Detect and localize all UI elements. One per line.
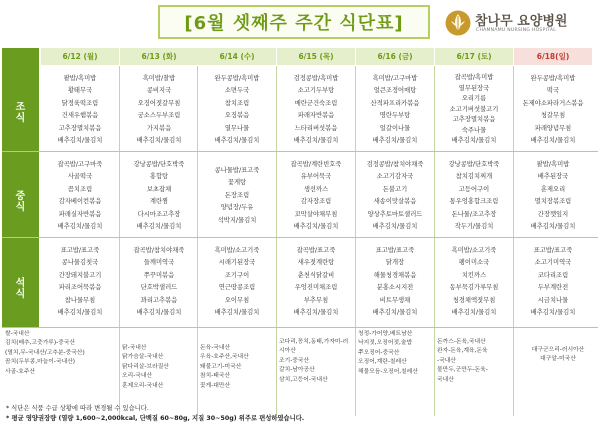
- menu-item: 소면두국: [224, 87, 250, 94]
- menu-item: 분홍소시지전: [376, 284, 414, 291]
- menu-item: 참나물무침: [64, 296, 96, 304]
- menu-item: 소고기버섯불고기: [449, 105, 499, 113]
- origin-line: 오징어,계란-칠레산: [358, 359, 407, 366]
- origin-line: 훈제오리-국내산: [122, 382, 164, 389]
- menu-item: 가지볶음: [146, 124, 172, 132]
- day-header: 6/12 (월): [41, 48, 119, 65]
- menu-cell: [41, 245, 119, 320]
- menu-item: 다시마조고추장: [137, 210, 181, 218]
- menu-item: 배추김치/물김치: [136, 223, 182, 230]
- origin-line: 청정-가어양,베트남산: [358, 331, 413, 337]
- menu-item: 동부묵김가루무침: [449, 284, 499, 291]
- menu-item: 양념장/두유: [220, 204, 254, 212]
- menu-item: 꽃게탕: [227, 179, 247, 187]
- origin-line: 오리-국내산: [122, 373, 153, 380]
- page-title: [6월 셋째주 주간 식단표]: [184, 13, 404, 34]
- row-divider: [2, 327, 598, 328]
- menu-item: 고추장멸치볶음: [452, 116, 496, 124]
- menu-item: 명란두부탕: [379, 112, 411, 119]
- menu-item: 참치조림: [224, 99, 250, 107]
- menu-item: 배추김치/물김치: [57, 309, 103, 316]
- origin-line: 돈육-국내산: [200, 345, 231, 351]
- menu-item: 흑미밥/고구마밥: [372, 74, 418, 82]
- row-divider: [2, 151, 598, 152]
- origin-info: [437, 338, 515, 385]
- origin-line: 쌀-국내산: [5, 331, 30, 337]
- menu-item: 파래양념무침: [534, 124, 572, 132]
- menu-item: 배추김치/물김치: [530, 309, 576, 316]
- menu-item: 꼼치조림: [67, 185, 93, 193]
- hospital-name: 참나무 요양병원: [475, 14, 568, 29]
- menu-cell: [120, 73, 198, 148]
- menu-item: 느타리버섯볶음: [294, 124, 338, 132]
- day-header: 6/18(일): [514, 48, 592, 65]
- origin-line: 해물모듬-오징어,칠레산: [358, 368, 418, 375]
- menu-item: 두부계란전: [537, 284, 569, 291]
- menu-cell: [198, 165, 276, 228]
- menu-item: 배추김치/물김치: [214, 309, 260, 316]
- menu-item: 건새우햄볶음: [61, 112, 99, 119]
- origin-line: 꽃게-대만산: [200, 382, 231, 389]
- menu-item: 배추김치/물김치: [214, 137, 260, 144]
- menu-item: 배추김치/물김치: [372, 137, 418, 144]
- menu-item: 유부어묵국: [300, 173, 332, 180]
- menu-item: 콩나물김칫국: [61, 259, 99, 266]
- origin-line: 돼불고기-미국산: [200, 363, 242, 370]
- menu-cell: [356, 245, 434, 320]
- menu-item: 검정콩밥/참치야채죽: [366, 160, 424, 168]
- menu-item: 소고기감자국: [376, 173, 414, 180]
- menu-item: 새우젓계란탕: [297, 259, 335, 266]
- menu-item: 배추김치/물김치: [372, 309, 418, 316]
- menu-item: 감자장조림: [300, 198, 332, 205]
- menu-item: 참치김치찌개: [455, 173, 493, 180]
- menu-item: 배추김치/물김치: [57, 137, 103, 144]
- menu-title-box: [158, 5, 430, 39]
- origin-line: 조기-중국산: [279, 357, 310, 364]
- menu-item: 돈장조림: [224, 191, 250, 199]
- origin-line: 우육-호주산,국내산: [200, 354, 249, 361]
- menu-item: 배추김치/물김치: [451, 137, 497, 145]
- origin-line: 사골-호주산: [5, 368, 36, 375]
- menu-item: 표고밥/표고죽: [375, 246, 415, 254]
- menu-cell: [356, 73, 434, 148]
- origin-line: 코다리,꽁치,동태,가자미-러: [279, 339, 349, 345]
- menu-item: 춘천식닭갈비: [297, 271, 335, 279]
- meal-label-lunch: 중 식: [15, 191, 26, 213]
- menu-cell: [356, 159, 434, 234]
- origin-line: -국내산: [437, 357, 456, 364]
- menu-item: 배추김치/물김치: [372, 223, 418, 230]
- menu-cell: [435, 245, 513, 320]
- menu-item: 산적파프리카볶음: [370, 99, 420, 107]
- meal-label-breakfast: 조 식: [15, 102, 26, 124]
- menu-item: 돈불고기: [382, 185, 408, 193]
- menu-item: 배추김치/물김치: [451, 309, 497, 316]
- menu-item: 오징어젓갈무침: [137, 99, 181, 107]
- origin-line: 닭-국내산: [122, 345, 147, 351]
- menu-cell: [198, 245, 276, 320]
- menu-item: 계란찜: [149, 198, 169, 205]
- menu-item: 궁소스두부조림: [137, 112, 181, 119]
- menu-item: 강낭콩밥/단호박죽: [133, 160, 185, 168]
- origin-line: 물만두,군만두-돈육-: [437, 367, 488, 374]
- menu-item: 얼갈이나물: [379, 124, 411, 132]
- day-header: 6/15 (목): [277, 48, 355, 65]
- menu-cell: [277, 245, 355, 320]
- menu-cell: [514, 245, 592, 320]
- menu-item: 멸치장볶조림: [534, 198, 572, 205]
- menu-cell: [514, 159, 592, 234]
- menu-item: 돈나물/조고추장: [451, 210, 497, 218]
- menu-item: 잡곡밥/고구마죽: [57, 160, 103, 168]
- menu-item: 배추김치/물김치: [293, 137, 339, 144]
- menu-item: 흑미밥/소고기죽: [214, 246, 260, 254]
- menu-item: 배추김치/물김치: [530, 137, 576, 144]
- menu-item: 꼬막살야채무침: [294, 210, 338, 218]
- menu-item: 들깨미역국: [143, 259, 175, 266]
- menu-cell: [41, 73, 119, 148]
- menu-item: 소고기두부탕: [297, 87, 335, 94]
- origin-info: [5, 330, 119, 377]
- origin-line: 김치(배추,고춧가루)-중국산: [5, 340, 76, 347]
- origin-line: 쭈오징어-중국산: [358, 349, 400, 356]
- origin-info: [200, 344, 278, 391]
- menu-item: 오징볶음: [224, 112, 250, 119]
- menu-item: 연근땅콩조림: [218, 284, 256, 291]
- menu-item: 배추김치/물김치: [136, 309, 182, 316]
- menu-item: 부추무침: [303, 296, 329, 304]
- menu-cell: [198, 73, 276, 148]
- oak-leaf-icon: [445, 10, 471, 36]
- hospital-logo: [445, 8, 595, 42]
- menu-item: 간장돼지불고기: [58, 271, 102, 279]
- menu-cell: [435, 159, 513, 234]
- menu-item: 잡곡밥/표고죽: [296, 246, 336, 254]
- menu-item: 표고밥/표고죽: [533, 246, 573, 254]
- note-supply: * 식단은 식품 수급 상황에 따라 변경될 수 있습니다.: [6, 405, 149, 412]
- menu-item: 흑미밥/소고기죽: [451, 246, 497, 254]
- menu-item: 메란군건숙조림: [294, 99, 338, 107]
- menu-item: 단호박샐러드: [140, 284, 178, 291]
- menu-item: 콩나물밥/표고죽: [214, 166, 260, 174]
- menu-item: 통우엉홍합크조림: [449, 198, 499, 205]
- menu-item: 닭개장: [385, 259, 405, 266]
- menu-item: 조기구이: [224, 271, 250, 279]
- menu-item: 쭈꾸미볶음: [143, 271, 175, 279]
- menu-item: 완두콩밥/흑미밥: [214, 74, 260, 82]
- origin-line: 닭다리살-브라질산: [122, 363, 169, 370]
- menu-item: 완두콩밥/흑미밥: [530, 74, 576, 82]
- menu-item: 흑미밥/찰밥: [142, 74, 176, 82]
- meal-label-dinner: 석 식: [15, 278, 26, 300]
- origin-line: 낙지젓,오징어젓,술밥: [358, 340, 413, 347]
- menu-item: 닭정육떡조림: [61, 99, 99, 107]
- menu-item: 검정콩밥/흑미밥: [293, 74, 339, 82]
- menu-item: 오이무침: [224, 296, 250, 304]
- origin-line: 참치-태국산: [200, 373, 231, 380]
- menu-item: 열무나물: [224, 124, 250, 132]
- menu-item: 치킨까스: [461, 271, 487, 279]
- menu-item: 숙주나물: [461, 126, 487, 134]
- menu-cell: [120, 245, 198, 320]
- menu-item: 코다리조림: [537, 271, 569, 279]
- menu-item: 우엉진미채조림: [294, 284, 338, 291]
- menu-item: 청갈무침: [540, 112, 566, 119]
- menu-item: 배추김치/물김치: [293, 223, 339, 230]
- menu-item: 강낭콩밥/단호박죽: [448, 160, 500, 168]
- menu-item: 간장깻잎지: [537, 210, 569, 218]
- menu-item: 배추김치/물김치: [136, 137, 182, 144]
- menu-item: 해물청경채볶음: [373, 271, 417, 279]
- menu-item: 청경채액젓무침: [452, 296, 496, 304]
- menu-item: 양상추토마토샐러드: [367, 210, 423, 218]
- menu-cell: [41, 159, 119, 234]
- menu-item: 새송이맛살볶음: [373, 198, 417, 205]
- menu-item: 석박지/물김치: [217, 216, 257, 224]
- menu-item: 보초잡채: [146, 185, 172, 193]
- menu-item: 작두기/물김치: [454, 223, 494, 230]
- origin-line: (멸치,무-국내산/고추분-중국산): [5, 349, 85, 356]
- menu-item: 꽈리고추볶음: [140, 296, 178, 304]
- origin-line: 시아산: [279, 348, 296, 355]
- menu-item: 훈제오리: [540, 185, 566, 193]
- menu-cell: [435, 73, 513, 147]
- meal-sidebar: [2, 48, 39, 328]
- origin-line: 돈까스-돈육,국내산: [437, 339, 486, 345]
- menu-item: 떡국: [546, 87, 560, 94]
- menu-item: 열무된장국: [458, 84, 490, 92]
- menu-item: 배추김치/물김치: [293, 309, 339, 316]
- menu-item: 돈제야소파라거스볶음: [522, 99, 584, 107]
- menu-item: 고등어구이: [458, 185, 490, 193]
- menu-item: 황태무국: [67, 87, 93, 94]
- menu-item: 생선까스: [303, 185, 329, 193]
- hospital-english-name: CHAMNAMU NURSING HOSPITAL: [476, 28, 557, 33]
- origin-line: 닭가슴살-국내산: [122, 354, 164, 361]
- menu-cell: [277, 73, 355, 148]
- day-header: 6/16 (금): [356, 48, 434, 65]
- note-nutrition: * 평균 영양권장량 (열량 1,600~2,000kcal, 단백질 60~80g, 지질 30~50g) 위주로 편성하였습니다.: [6, 414, 305, 422]
- menu-item: 잡곡밥/계란빈호죽: [290, 160, 342, 168]
- origin-line: 꼼치(두부콩,마늘이-국내산): [5, 359, 76, 366]
- menu-item: 배추김치/물김치: [57, 223, 103, 230]
- origin-line: 갈치-남아공산: [279, 367, 315, 374]
- origin-info: [279, 338, 357, 385]
- menu-item: 사골떡국: [67, 173, 93, 180]
- menu-item: 홍합탕: [149, 173, 169, 180]
- menu-item: 파래자반볶음: [297, 112, 335, 119]
- origin-line: 국내산: [437, 376, 454, 383]
- origin-line: 삼치,고등어-국내산: [279, 376, 328, 383]
- menu-item: 시래기된장국: [218, 259, 256, 266]
- origin-line: 완자-돈육,계육,돈육: [437, 348, 488, 355]
- day-header: 6/13 (화): [120, 48, 198, 65]
- menu-cell: [277, 159, 355, 234]
- menu-item: 팥밥/흑미밥: [536, 160, 570, 168]
- row-divider: [2, 237, 598, 238]
- menu-item: 표고밥/표고죽: [60, 246, 100, 254]
- origin-info: [358, 330, 436, 377]
- menu-item: 잡곡밥/흑미밥: [454, 74, 494, 82]
- menu-cell: [514, 73, 592, 148]
- menu-item: 배추된장국: [537, 173, 569, 180]
- menu-item: 시금치나물: [537, 296, 569, 304]
- menu-item: 얼큰조정어매탕: [373, 87, 417, 94]
- day-header: 6/17 (토): [435, 48, 513, 65]
- origin-line: 대구알-미국산: [540, 356, 576, 363]
- menu-item: 비트무생채: [379, 296, 411, 304]
- day-header: 6/14 (수): [198, 48, 276, 65]
- menu-item: 파래실자반볶음: [58, 210, 102, 218]
- menu-item: 고추장멸치볶음: [58, 124, 102, 132]
- menu-item: 소고기미역국: [534, 259, 572, 266]
- menu-cell: [120, 159, 198, 234]
- origin-info: [516, 346, 600, 365]
- origin-line: 대구군으리-러시아산: [531, 347, 585, 353]
- menu-item: 파리조어묵볶음: [58, 284, 102, 291]
- menu-item: 배추김치/물김치: [530, 223, 576, 230]
- origin-info: [122, 344, 200, 391]
- menu-item: 잡곡밥/참치야채죽: [133, 246, 185, 254]
- menu-item: 감자베이컨볶음: [58, 198, 102, 205]
- notes: [6, 404, 304, 423]
- menu-item: 콩비지국: [146, 87, 172, 94]
- menu-item: 팥밥/흑미밥: [63, 74, 97, 82]
- menu-item: 팽이미소국: [458, 259, 490, 266]
- menu-item: 오리기름: [461, 95, 487, 103]
